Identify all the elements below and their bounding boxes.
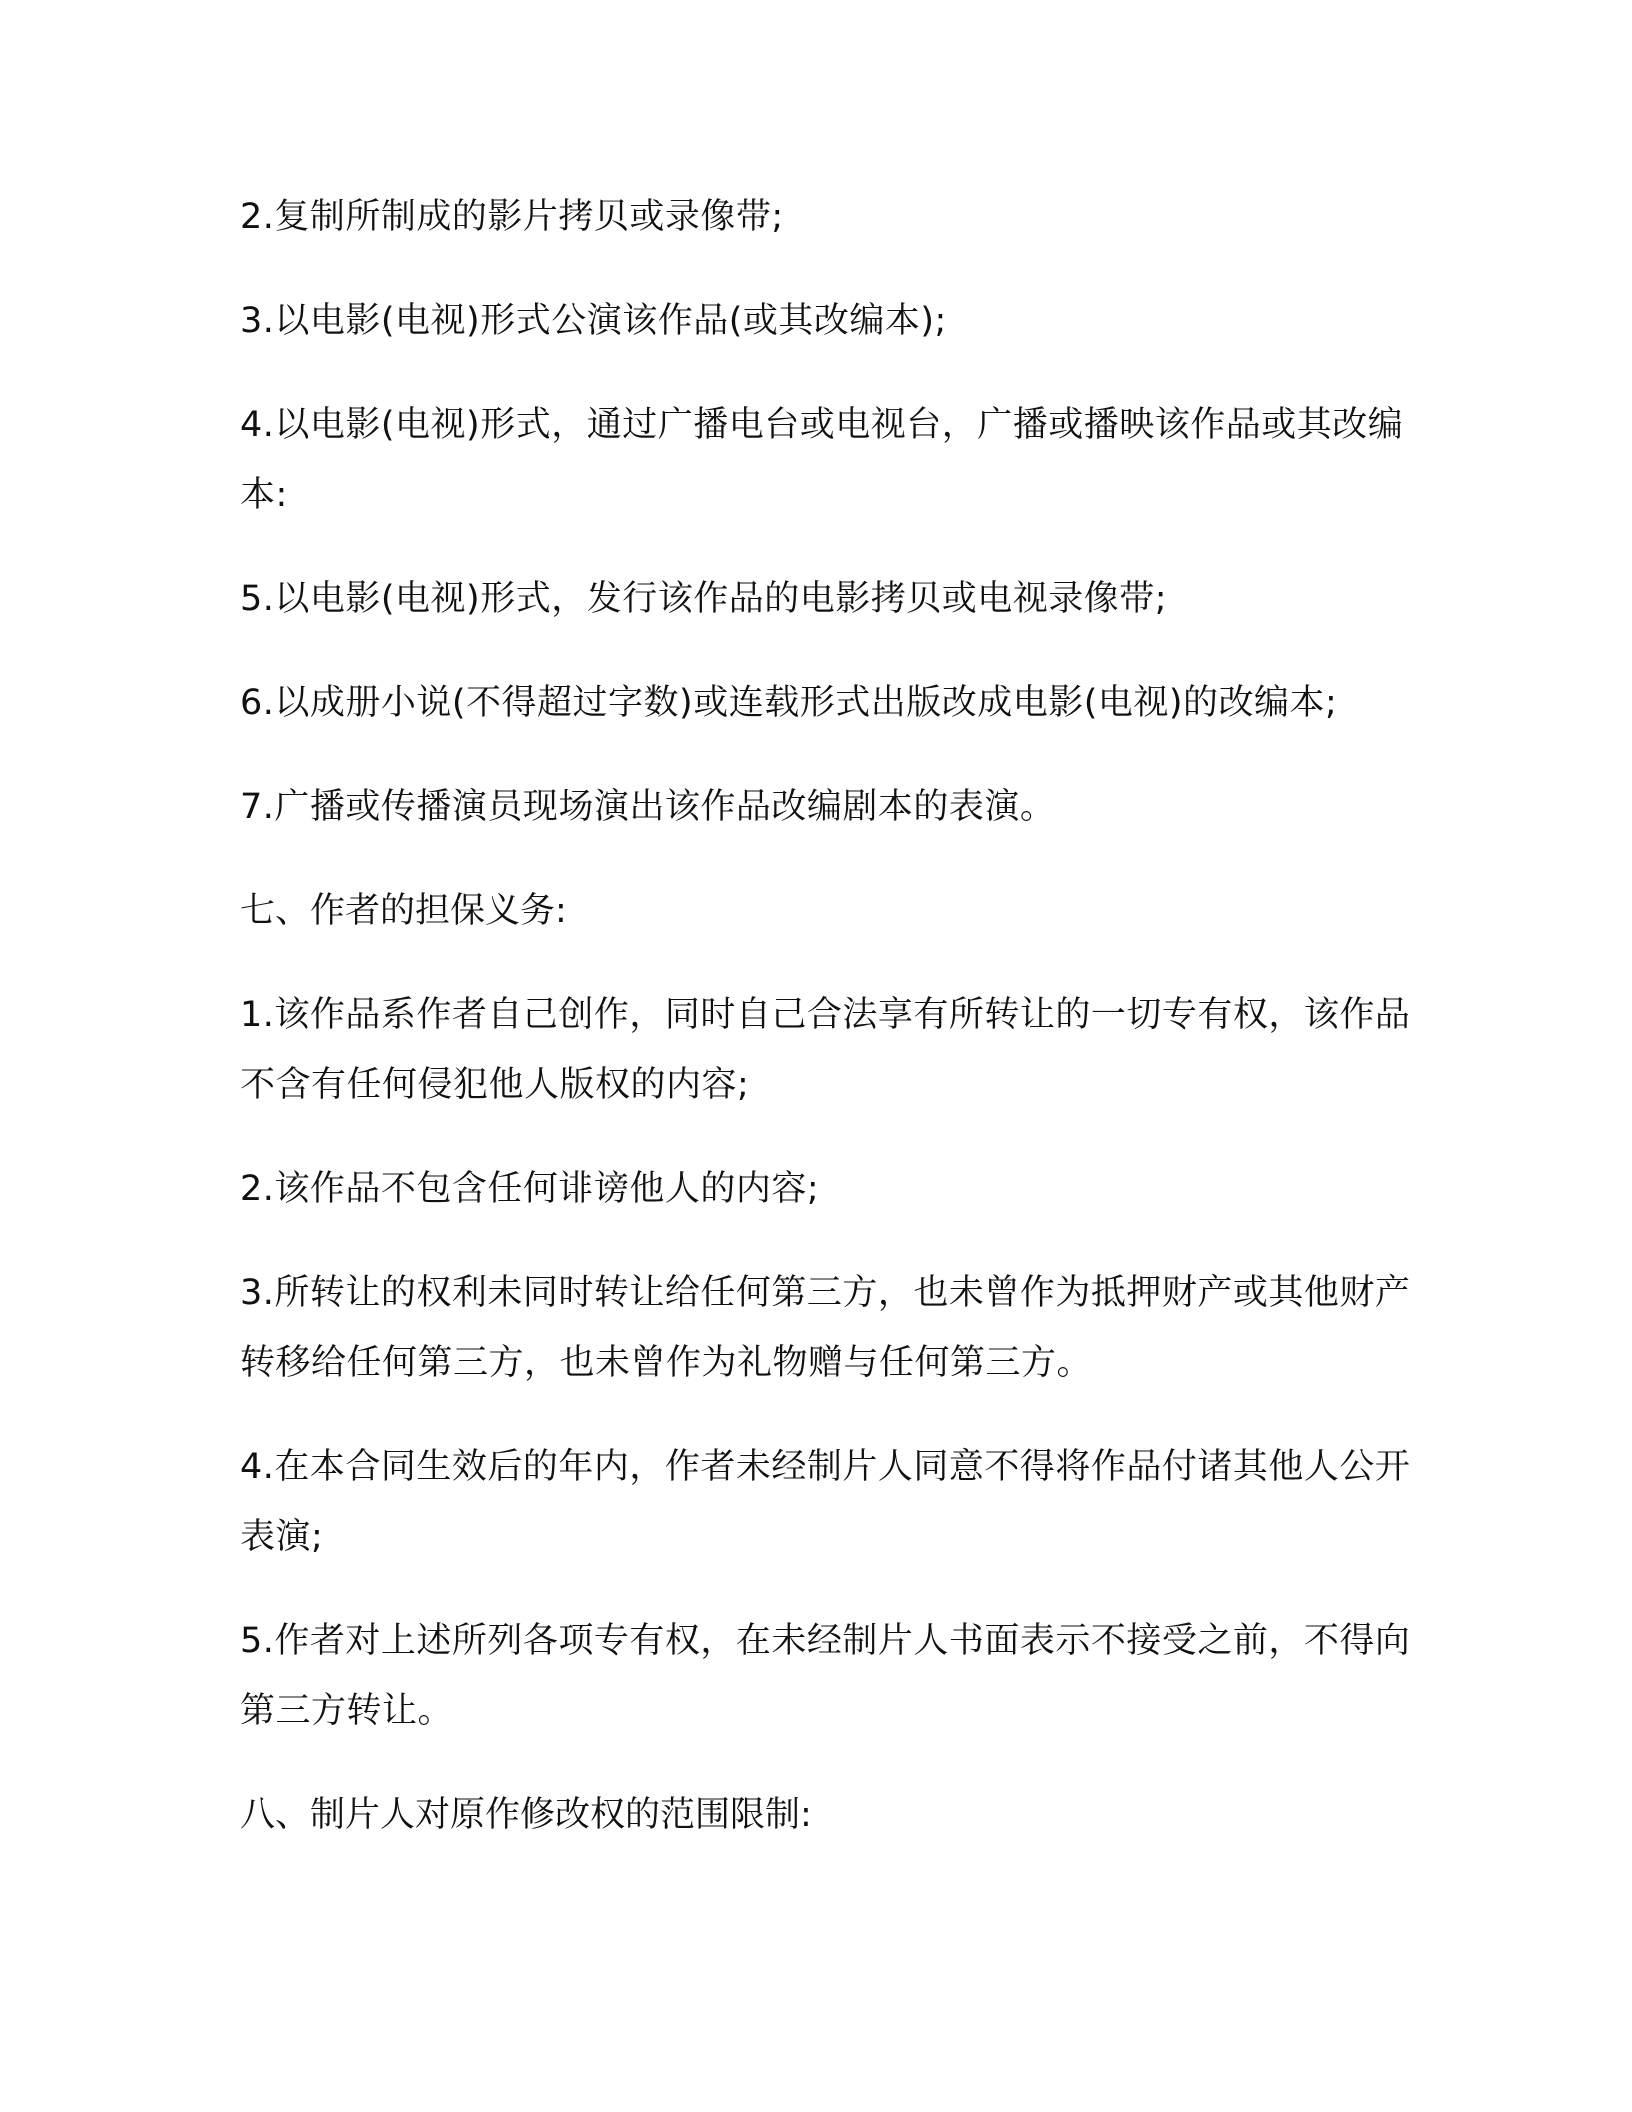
list-item: 5.作者对上述所列各项专有权，在未经制片人书面表示不接受之前，不得向第三方转让。 (240, 1621, 1411, 1731)
list-item: 2.复制所制成的影片拷贝或录像带; (240, 197, 784, 237)
section-heading: 八、制片人对原作修改权的范围限制: (240, 1795, 812, 1835)
section-heading: 七、作者的担保义务: (240, 891, 567, 931)
list-item: 2.该作品不包含任何诽谤他人的内容; (240, 1169, 820, 1209)
list-item: 5.以电影(电视)形式，发行该作品的电影拷贝或电视录像带; (240, 579, 1167, 619)
document-body (240, 182, 1420, 1884)
list-item: 6.以成册小说(不得超过字数)或连载形式出版改成电影(电视)的改编本; (240, 683, 1338, 723)
list-item: 1.该作品系作者自己创作，同时自己合法享有所转让的一切专有权，该作品不含有任何侵犯他人版权的内容; (240, 995, 1411, 1105)
list-item: 3.所转让的权利未同时转让给任何第三方，也未曾作为抵押财产或其他财产转移给任何第三方，也未曾作为礼物赠与任何第三方。 (240, 1273, 1411, 1383)
list-item: 7.广播或传播演员现场演出该作品改编剧本的表演。 (240, 787, 1056, 827)
list-item: 3.以电影(电视)形式公演该作品(或其改编本); (240, 301, 947, 341)
list-item: 4.在本合同生效后的年内，作者未经制片人同意不得将作品付诸其他人公开表演; (240, 1447, 1411, 1557)
list-item: 4.以电影(电视)形式，通过广播电台或电视台，广播或播映该作品或其改编本: (240, 405, 1404, 515)
